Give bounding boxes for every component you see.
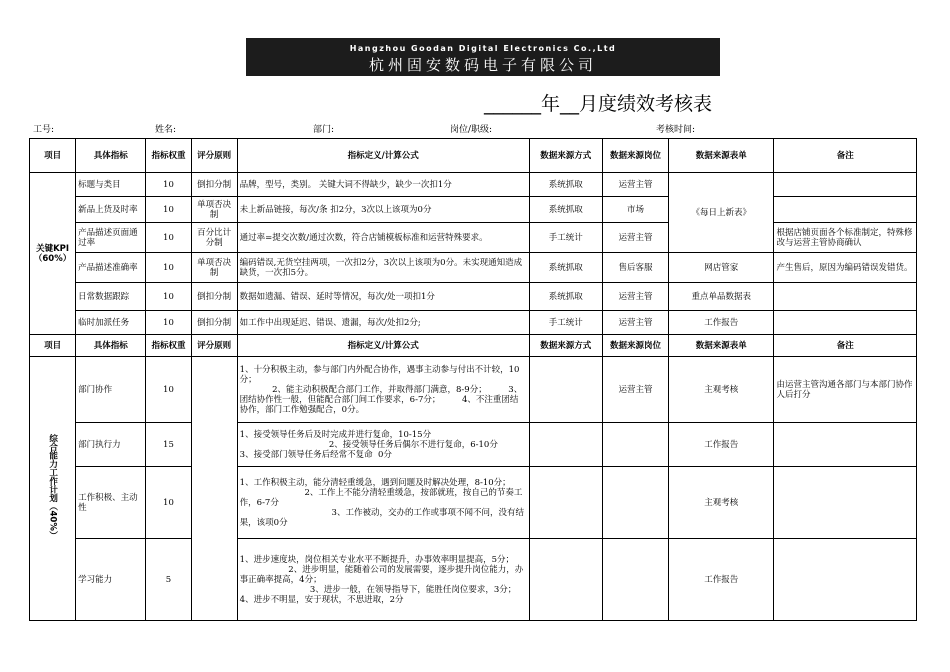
definition-cell: 1、十分积极主动，参与部门内外配合协作，遇事主动参与付出不计较，10分； 2、能主动积极配合部门工作，并取得部门满意，8-9分； 3、团结协作性一般，但能配合部门间工作要求，6-7分； 4、不注重团结协作，部门工作勉强配合，0分。 xyxy=(237,357,529,423)
form-cell: 工作报告 xyxy=(669,311,774,335)
header-cell: 具体指标 xyxy=(76,139,146,173)
method-cell: 系统抓取 xyxy=(529,253,602,283)
table-row xyxy=(30,253,917,283)
principle-cell xyxy=(191,357,237,621)
kpi-group-label: 关键KPI（60%） xyxy=(30,173,76,335)
header-cell: 备注 xyxy=(774,335,917,357)
definition-cell: 通过率=提交次数/通过次数，符合店铺模板标准和运营特殊要求。 xyxy=(237,223,529,253)
method-cell: 系统抓取 xyxy=(529,197,602,223)
company-name-en: Hangzhou Goodan Digital Electronics Co.,Ltd xyxy=(349,44,617,53)
note-cell xyxy=(774,467,917,539)
table-row xyxy=(30,197,917,223)
header-cell: 评分原则 xyxy=(191,139,237,173)
post-cell xyxy=(602,539,668,621)
principle-cell: 倒扣分制 xyxy=(191,283,237,311)
header-cell: 数据来源表单 xyxy=(669,139,774,173)
note-cell xyxy=(774,173,917,197)
principle-cell: 单项否决制 xyxy=(191,197,237,223)
table-row xyxy=(30,173,917,197)
method-cell xyxy=(529,467,602,539)
definition-cell: 品牌，型号，类别。 关键大词不得缺少，缺少一次扣1分 xyxy=(237,173,529,197)
note-cell xyxy=(774,197,917,223)
weight-cell: 10 xyxy=(146,467,191,539)
definition-cell: 1、工作积极主动，能分清轻重缓急，遇到问题及时解决处理，8-10分； 2、工作上不能分清轻重缓急，按部就班，按自己的节奏工作，6-7分 3、工作被动，交办的工作或事项不闻不问，没有结果，该项0分 xyxy=(237,467,529,539)
principle-cell: 倒扣分制 xyxy=(191,173,237,197)
header-cell: 数据来源方式 xyxy=(529,335,602,357)
note-cell xyxy=(774,311,917,335)
definition-cell: 如工作中出现延迟、错误、遗漏，每次/处扣2分; xyxy=(237,311,529,335)
weight-cell: 10 xyxy=(146,223,191,253)
review-time-label: 考核时间: xyxy=(656,125,696,135)
weight-cell: 10 xyxy=(146,253,191,283)
post-cell: 运营主管 xyxy=(602,223,668,253)
weight-cell: 15 xyxy=(146,423,191,467)
employee-no-label: 工号: xyxy=(33,125,55,135)
indicator-cell: 工作积极、主动性 xyxy=(76,467,146,539)
note-cell xyxy=(774,539,917,621)
definition-cell: 编码错误,无货空挂两项，一次扣2分，3次以上该项为0分。未实现通知造成缺货，一次扣5分。 xyxy=(237,253,529,283)
header-cell: 项目 xyxy=(30,335,76,357)
post-cell: 市场 xyxy=(602,197,668,223)
header-cell: 备注 xyxy=(774,139,917,173)
post-cell xyxy=(602,423,668,467)
form-cell: 网店管家 xyxy=(669,253,774,283)
method-cell: 系统抓取 xyxy=(529,283,602,311)
form-cell: 主观考核 xyxy=(669,357,774,423)
position-label: 岗位/职级: xyxy=(450,125,493,135)
definition-cell: 1、进步速度块，岗位相关专业水平不断提升，办事效率明显提高，5分； 2、进步明显，能随着公司的发展需要，逐步提升岗位能力，办事正确率提高，4分； 3、进步一般，在领导指导下，能胜任岗位要求，3分； 4、进步不明显，安于现状，不思进取，2分 xyxy=(237,539,529,621)
principle-cell: 倒扣分制 xyxy=(191,311,237,335)
competency-group-label: 综合能力工作计划（40%） xyxy=(47,434,58,540)
header-cell: 数据来源岗位 xyxy=(602,139,668,173)
post-cell: 运营主管 xyxy=(602,357,668,423)
method-cell xyxy=(529,539,602,621)
weight-cell: 10 xyxy=(146,357,191,423)
form-cell: 工作报告 xyxy=(669,539,774,621)
form-cell: 主观考核 xyxy=(669,467,774,539)
header-cell: 指标权重 xyxy=(146,335,191,357)
note-cell xyxy=(774,283,917,311)
table-header-row xyxy=(30,335,917,357)
indicator-cell: 临时加派任务 xyxy=(76,311,146,335)
table-row xyxy=(30,223,917,253)
header-cell: 指标权重 xyxy=(146,139,191,173)
post-cell: 运营主管 xyxy=(602,283,668,311)
definition-cell: 未上新品链接，每次/条 扣2分，3次以上该项为0分 xyxy=(237,197,529,223)
indicator-cell: 产品描述页面通过率 xyxy=(76,223,146,253)
method-cell: 系统抓取 xyxy=(529,173,602,197)
post-cell: 运营主管 xyxy=(602,173,668,197)
table-row xyxy=(30,539,917,621)
weight-cell: 10 xyxy=(146,311,191,335)
header-cell: 数据来源方式 xyxy=(529,139,602,173)
name-label: 姓名: xyxy=(155,125,177,135)
definition-cell: 1、接受领导任务后及时完成并进行复命，10-15分 2、接受领导任务后偶尔不进行复命，6-10分 3、接受部门领导任务后经常不复命 0分 xyxy=(237,423,529,467)
weight-cell: 5 xyxy=(146,539,191,621)
note-cell xyxy=(774,423,917,467)
weight-cell: 10 xyxy=(146,173,191,197)
form-cell: 《每日上新表》 xyxy=(669,173,774,253)
table-row xyxy=(30,423,917,467)
header-cell: 具体指标 xyxy=(76,335,146,357)
principle-cell: 单项否决制 xyxy=(191,253,237,283)
weight-cell: 10 xyxy=(146,197,191,223)
method-cell: 手工统计 xyxy=(529,223,602,253)
indicator-cell: 部门执行力 xyxy=(76,423,146,467)
performance-table xyxy=(29,138,917,621)
table-row xyxy=(30,467,917,539)
company-logo xyxy=(246,38,720,76)
indicator-cell: 标题与类目 xyxy=(76,173,146,197)
header-cell: 项目 xyxy=(30,139,76,173)
post-cell: 运营主管 xyxy=(602,311,668,335)
note-cell: 由运营主管沟通各部门与本部门协作人后打分 xyxy=(774,357,917,423)
table-row xyxy=(30,357,917,423)
note-cell: 根据店铺页面各个标准制定，特殊修改与运营主管协商确认 xyxy=(774,223,917,253)
header-cell: 数据来源岗位 xyxy=(602,335,668,357)
post-cell: 售后客服 xyxy=(602,253,668,283)
definition-cell: 数据如遗漏、错误、延时等情况，每次/处一项扣1分 xyxy=(237,283,529,311)
header-cell: 指标定义/计算公式 xyxy=(237,139,529,173)
table-row xyxy=(30,311,917,335)
company-name-cn: 杭州固安数码电子有限公司 xyxy=(368,56,597,74)
department-label: 部门: xyxy=(313,125,335,135)
indicator-cell: 新品上货及时率 xyxy=(76,197,146,223)
header-cell: 评分原则 xyxy=(191,335,237,357)
method-cell xyxy=(529,357,602,423)
table-row xyxy=(30,283,917,311)
method-cell: 手工统计 xyxy=(529,311,602,335)
indicator-cell: 日常数据跟踪 xyxy=(76,283,146,311)
table-header-row xyxy=(30,139,917,173)
header-cell: 指标定义/计算公式 xyxy=(237,335,529,357)
principle-cell: 百分比计分制 xyxy=(191,223,237,253)
indicator-cell: 部门协作 xyxy=(76,357,146,423)
indicator-cell: 产品描述准确率 xyxy=(76,253,146,283)
form-cell: 工作报告 xyxy=(669,423,774,467)
weight-cell: 10 xyxy=(146,283,191,311)
note-cell: 产生售后，原因为编码错误发错货。 xyxy=(774,253,917,283)
header-cell: 数据来源表单 xyxy=(669,335,774,357)
indicator-cell: 学习能力 xyxy=(76,539,146,621)
page-title: ______年__月度绩效考核表 xyxy=(484,93,713,115)
form-cell: 重点单品数据表 xyxy=(669,283,774,311)
post-cell xyxy=(602,467,668,539)
